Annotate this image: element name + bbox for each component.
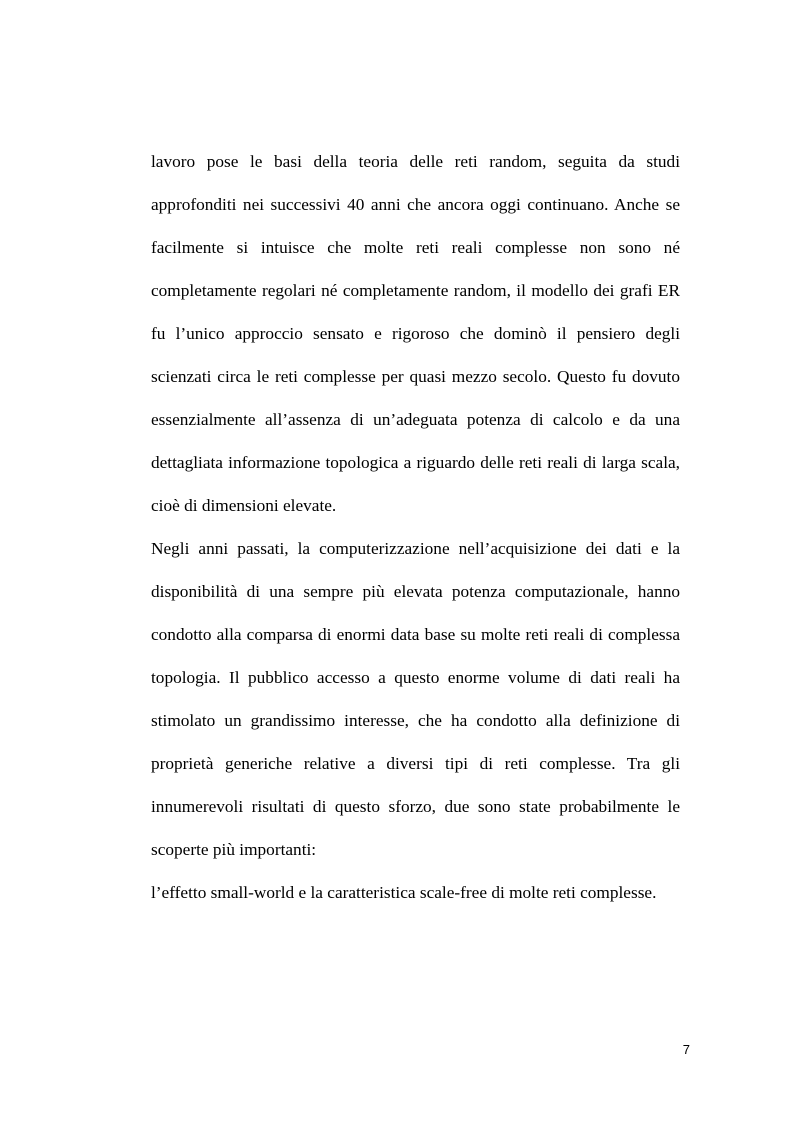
body-text [151,140,680,914]
paragraph-2: Negli anni passati, la computerizzazione nell’acquisizione dei dati e la disponibilità di una sempre più elevata potenza computazionale, hanno condotto alla comparsa di enormi data base su molte reti reali di complessa topologia. Il pubblico accesso a questo enorme volume di dati reali ha stimolato un grandissimo interesse, che ha condotto alla definizione di proprietà generiche relative a diversi tipi di reti complesse. Tra gli innumerevoli risultati di questo sforzo, due sono state probabilmente le scoperte più importanti: [151,539,680,859]
paragraph-1: lavoro pose le basi della teoria delle reti random, seguita da studi approfonditi nei successivi 40 anni che ancora oggi continuano. Anche se facilmente si intuisce che molte reti reali complesse non sono né completamente regolari né completamente random, il modello dei grafi ER fu l’unico approccio sensato e rigoroso che dominò il pensiero degli scienzati circa le reti complesse per quasi mezzo secolo. Questo fu dovuto essenzialmente all’assenza di un’adeguata potenza di calcolo e da una dettagliata informazione topologica a riguardo delle reti reali di larga scala, cioè di dimensioni elevate. [151,152,680,515]
page-number: 7 [682,1042,690,1057]
paragraph-3: l’effetto small-world e la caratteristica scale-free di molte reti complesse. [151,883,657,902]
